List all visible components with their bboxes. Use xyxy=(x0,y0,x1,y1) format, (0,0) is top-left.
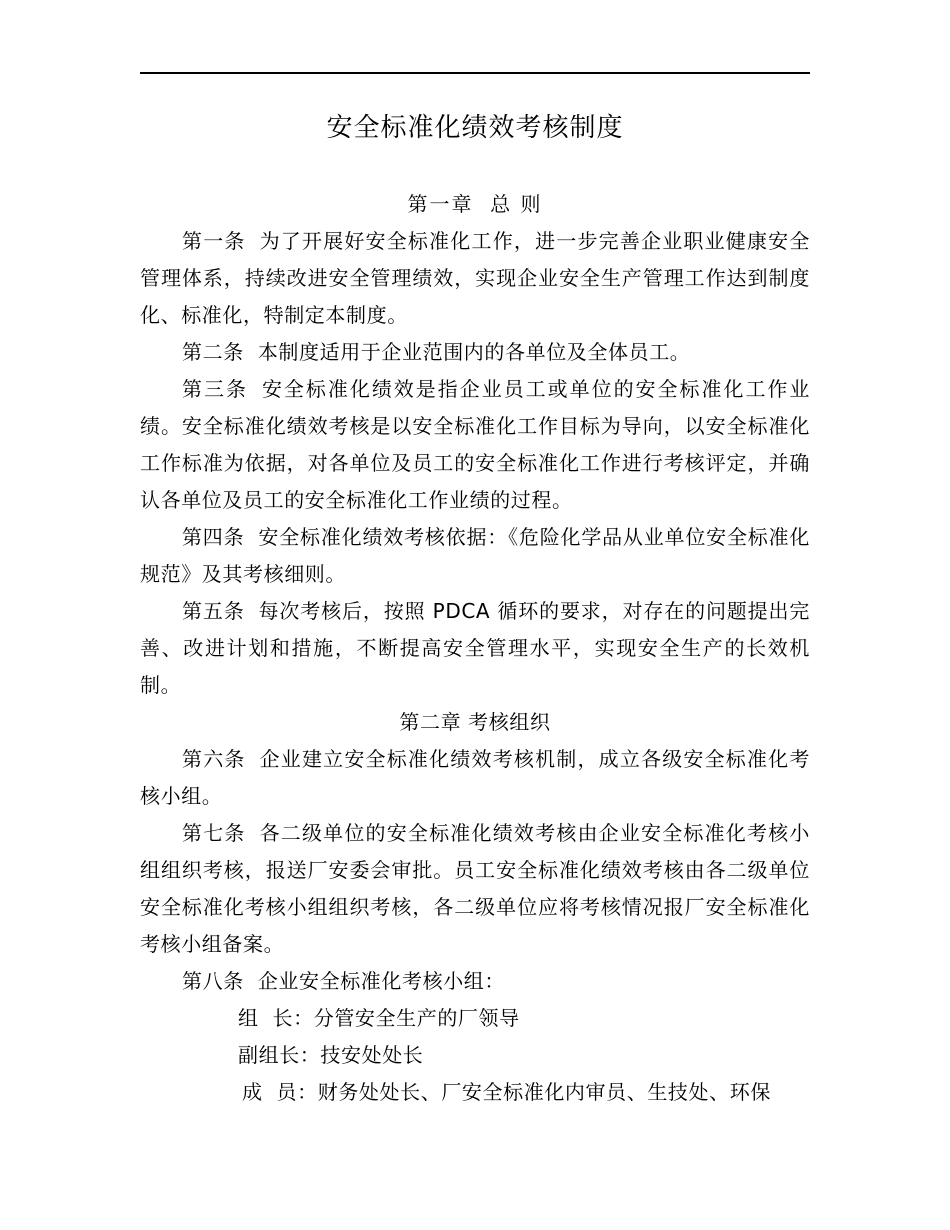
article-text: 为了开展好安全标准化工作，进一步完善企业职业健康安全管理体系，持续改进安全管理绩效，实现企业安全生产管理工作达到制度化、标准化，特制定本制度。 xyxy=(140,229,810,327)
article-label: 第八条 xyxy=(182,969,244,993)
member-leader: 组 长：分管安全生产的厂领导 xyxy=(238,1006,520,1030)
article-label: 第二条 xyxy=(182,340,244,364)
article-label: 第三条 xyxy=(182,377,248,401)
chapter-heading-2: 第二章 考核组织 xyxy=(399,710,551,734)
article-text: 本制度适用于企业范围内的各单位及全体员工。 xyxy=(257,340,691,364)
article-label: 第五条 xyxy=(182,599,245,623)
article-label: 第四条 xyxy=(182,525,245,549)
document-title: 安全标准化绩效考核制度 xyxy=(326,113,624,143)
article-label: 第六条 xyxy=(182,747,246,771)
article-7 xyxy=(140,815,810,963)
article-label: 第七条 xyxy=(182,821,246,845)
header-rule xyxy=(140,72,810,74)
article-3 xyxy=(140,371,810,519)
document-body xyxy=(140,186,810,1111)
article-8 xyxy=(140,963,810,1000)
article-2 xyxy=(140,334,810,371)
article-text: 每次考核后，按照 PDCA 循环的要求，对存在的问题提出完善、改进计划和措施，不断提高安全管理水平，实现安全生产的长效机制。 xyxy=(140,599,810,697)
article-1 xyxy=(140,223,810,334)
member-staff: 成 员：财务处处长、厂安全标准化内审员、生技处、环保 xyxy=(242,1080,771,1104)
article-text: 各二级单位的安全标准化绩效考核由企业安全标准化考核小组组织考核，报送厂安委会审批。员工安全标准化绩效考核由各二级单位安全标准化考核小组组织考核，各二级单位应将考核情况报厂安全标准化考核小组备案。 xyxy=(140,821,810,956)
article-5 xyxy=(140,593,810,704)
chapter-heading-1: 第一章 总 则 xyxy=(407,192,543,216)
member-deputy: 副组长：技安处处长 xyxy=(238,1043,424,1067)
article-text: 安全标准化绩效考核依据：《危险化学品从业单位安全标准化规范》及其考核细则。 xyxy=(140,525,810,586)
article-text: 企业安全标准化考核小组： xyxy=(257,969,506,993)
article-4 xyxy=(140,519,810,593)
article-text: 安全标准化绩效是指企业员工或单位的安全标准化工作业绩。安全标准化绩效考核是以安全标准化工作目标为导向，以安全标准化工作标准为依据，对各单位及员工的安全标准化工作进行考核评定，并确认各单位及员工的安全标准化工作业绩的过程。 xyxy=(140,377,810,512)
article-text: 企业建立安全标准化绩效考核机制，成立各级安全标准化考核小组。 xyxy=(140,747,810,808)
article-label: 第一条 xyxy=(182,229,246,253)
article-6 xyxy=(140,741,810,815)
